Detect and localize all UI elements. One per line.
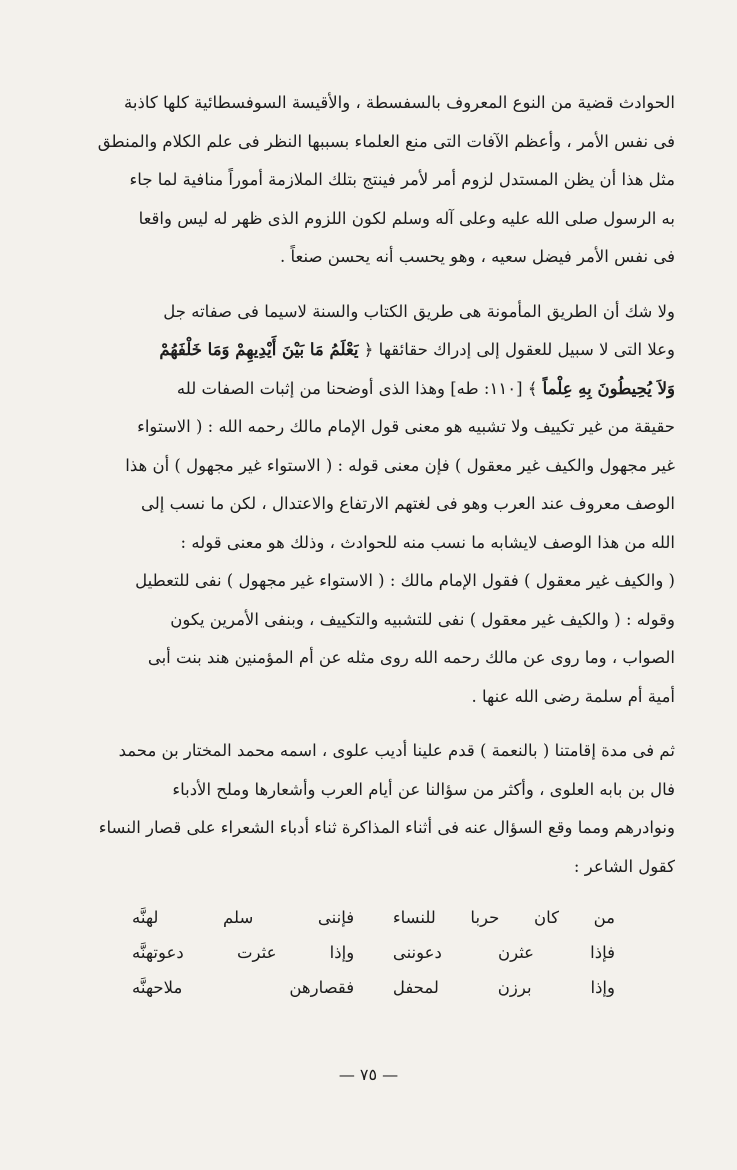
text-line: الله من هذا الوصف لايشابه ما نسب منه للحوادث ، وذلك هو معنى قوله : (180, 532, 675, 552)
poem-verse (132, 970, 615, 1005)
text-line: وقوله : ( والكيف غير معقول ) نفى للتشبيه والتكييف ، وبنفى الأمرين يكون (170, 609, 675, 629)
text-line: ونوادرهم ومما وقع السؤال عنه فى أثناء المذاكرة ثناء أدباء الشعراء على قصار النساء (98, 818, 675, 837)
text-line: الحوادث قضية من النوع المعروف بالسفسطة ، والأقيسة السوفسطائية كلها كاذبة (124, 93, 675, 112)
text-line: به الرسول صلى الله عليه وعلى آله وسلم لكون اللزوم الذى ظهر له ليس واقعا (138, 208, 675, 228)
text-line: غير مجهول والكيف غير معقول ) فإن معنى قوله : ( الاستواء غير مجهول ) أن هذا (125, 455, 675, 475)
quran-verse: يَعْلَمُ مَا بَيْنَ أَيْدِيهِمْ وَمَا خَلْفَهُمْ (159, 340, 359, 359)
text-line: مثل هذا أن يظن المستدل لزوم أمر لأمر فينتج بتلك الملازمة أموراً منافية لما جاء (129, 170, 675, 189)
text-line: فى نفس الأمر فيضل سعيه ، وهو يحسب أنه يحسن صنعاً . (280, 247, 675, 266)
text-line: كقول الشاعر : (573, 856, 675, 876)
poem-verse (132, 900, 615, 935)
text-line: ( والكيف غير معقول ) فقول الإمام مالك : ( الاستواء غير مجهول ) نفى للتعطيل (135, 571, 675, 590)
text-line: فى نفس الأمر ، وأعظم الآفات التى منع العلماء بسببها النظر فى علم الكلام والمنطق (97, 131, 675, 151)
text-line: الصواب ، وما روى عن مالك رحمه الله روى مثله عن أم المؤمنين هند بنت أبى (147, 648, 675, 667)
text-line (62, 370, 675, 409)
poem-second-hemistich: فإننى سلم لهنَّه (132, 908, 355, 927)
text-line (62, 331, 675, 370)
quran-verse: وَلاَ يُحِيطُونَ بِهِ عِلْماً (542, 378, 675, 398)
text-line: فال بن بابه العلوى ، وأكثر من سؤالنا عن أيام العرب وأشعارها وملح الأدباء (172, 779, 675, 799)
poem-first-hemistich: وإذا برزن لمحفل (392, 978, 615, 997)
poem-verse (132, 935, 615, 970)
text-segment: ﴾ [١١٠: طه] وهذا الذى أوضحنا من إثبات الصفات لله (176, 378, 538, 398)
poem-second-hemistich: فقصارهن ملاحهنَّه (132, 978, 355, 997)
text-segment: وعلا التى لا سبيل للعقول إلى إدراك حقائقها ﴿ (363, 340, 675, 359)
poem-first-hemistich: من كان حربا للنساء (392, 908, 615, 927)
page-number: — ٧٥ — (338, 1065, 399, 1084)
poem-first-hemistich: فإذا عثرن دعوننى (392, 943, 615, 962)
paragraph-2 (62, 293, 675, 717)
text-line: الوصف معروف عند العرب وهو فى لغتهم الارتفاع والاعتدال ، لكن ما نسب إلى (140, 494, 675, 513)
text-line: ولا شك أن الطريق المأمونة هى طريق الكتاب والسنة لاسيما فى صفاته جل (163, 301, 675, 321)
text-line: حقيقة من غير تكييف ولا تشبيه هو معنى قول الإمام مالك رحمه الله : ( الاستواء (137, 417, 675, 436)
poem-second-hemistich: وإذا عثرت دعوتهنَّه (132, 943, 355, 962)
paragraph-1 (62, 84, 675, 277)
paragraph-3 (62, 732, 675, 886)
text-line: أمية أم سلمة رضى الله عنها . (471, 686, 675, 706)
poem (62, 900, 675, 1005)
text-line: ثم فى مدة إقامتنا ( بالنعمة ) قدم علينا أديب علوى ، اسمه محمد المختار بن محمد (118, 741, 675, 760)
